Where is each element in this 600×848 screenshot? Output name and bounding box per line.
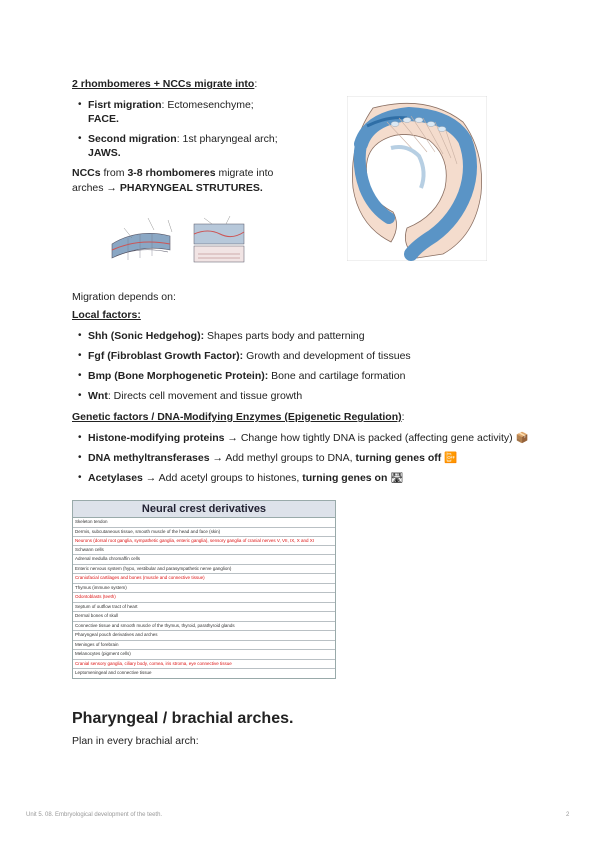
table-row: Schwann cells (73, 546, 335, 556)
genetic-factors-list (72, 431, 542, 485)
list-item: • Histone-modifying proteins → Change how tightly DNA is packed (affecting gene activity) 📦 (72, 431, 542, 445)
list-item: • Shh (Sonic Hedgehog): Shapes parts body and patterning (72, 329, 532, 343)
migration-list (72, 98, 292, 160)
table-row: Pharyngeal pouch derivatives and arches (73, 631, 335, 641)
table-row: Enteric nervous system (hypo, vestibular and parasympathetic nerve ganglion) (73, 565, 335, 575)
table-row: Melanocytes (pigment cells) (73, 650, 335, 660)
local-factors-list (72, 329, 532, 403)
genetic-factors-heading: Genetic factors / DNA-Modifying Enzymes (Epigenetic Regulation): (72, 411, 405, 423)
local-factors-heading: Local factors: (72, 309, 141, 321)
migrate-heading: 2 rhombomeres + NCCs migrate into: (72, 78, 258, 90)
table-row: Septum of outflow tract of heart (73, 603, 335, 613)
page-number: 2 (566, 812, 570, 818)
table-title: Neural crest derivatives (73, 501, 335, 518)
list-item: • Bmp (Bone Morphogenetic Protein): Bone and cartilage formation (72, 369, 532, 383)
list-item: • Wnt: Directs cell movement and tissue growth (72, 389, 532, 403)
table-row: Dermal bones of skull (73, 612, 335, 622)
table-row: Leptomeningeal and connective tissue (75, 670, 152, 675)
list-item: • DNA methyltransferases → Add methyl groups to DNA, turning genes off 📴 (72, 451, 542, 465)
list-item: • Second migration: 1st pharyngeal arch; JAWS. (72, 132, 292, 160)
table-row: Neurons (dorsal root ganglia, sympathetic ganglia, enteric ganglia), sensory ganglia of cranial nerves V, VII, IX, X and XI (73, 537, 335, 546)
neural-crest-table (72, 500, 336, 679)
ncc-paragraph: NCCs from 3-8 rhombomeres migrate into arches → PHARYNGEAL STRUTURES. (72, 167, 274, 194)
table-row: Connective tissue and smooth muscle of the thymus, thyroid, parathyroid glands (73, 622, 335, 632)
table-row: Thymus (immune system) (73, 584, 335, 594)
table-row: Cranial sensory ganglia, ciliary body, cornea, iris stroma, eye connective tissue (73, 660, 335, 670)
table-row: Skeleton tendon (73, 518, 335, 528)
list-item: • Fgf (Fibroblast Growth Factor): Growth and development of tissues (72, 349, 532, 363)
table-row: Odontoblasts (teeth) (73, 593, 335, 603)
embryo-figure (347, 96, 487, 261)
list-item: • Fisrt migration: Ectomesenchyme; FACE. (72, 98, 292, 126)
table-row: Craniofacial cartilages and bones (muscle and connective tissue) (73, 574, 335, 584)
pharyngeal-heading: Pharyngeal / brachial arches. (72, 710, 294, 727)
pharyngeal-subtext: Plan in every brachial arch: (72, 735, 199, 747)
table-row: Meninges of forebrain (73, 641, 335, 651)
footer-title: Unit 5. 08. Embryological development of the teeth. (26, 812, 163, 818)
table-row: Adrenal medulla chromaffin cells (73, 555, 335, 565)
table-row: Dermis, subcutaneous tissue, smooth muscle of the head and face (skin) (73, 528, 335, 538)
list-item: • Acetylases → Add acetyl groups to histones, turning genes on 🛣 (72, 471, 542, 485)
pharyngeal-arch-figure (108, 210, 248, 272)
migration-intro: Migration depends on: (72, 291, 176, 303)
